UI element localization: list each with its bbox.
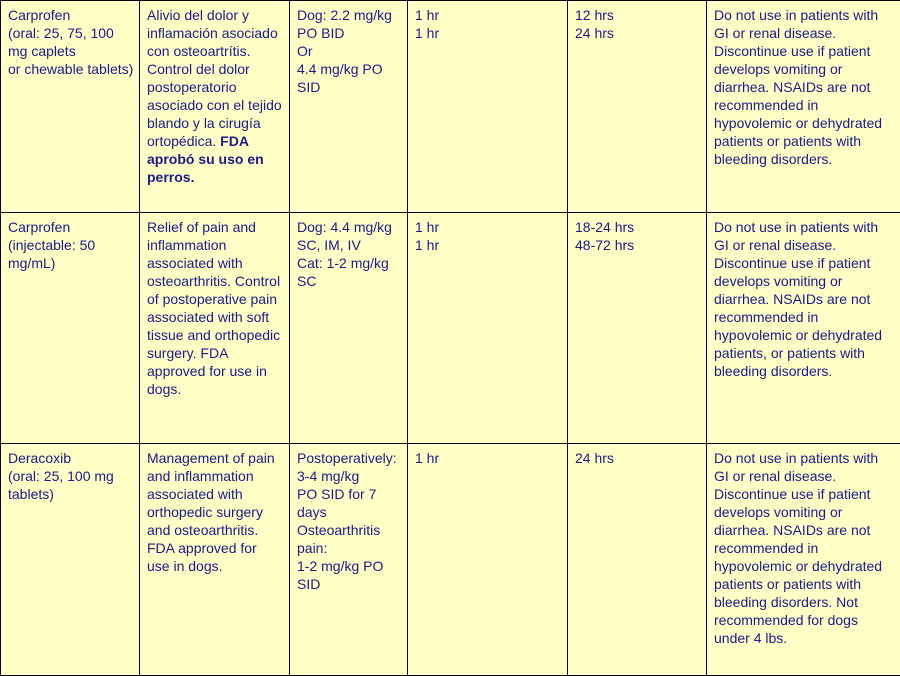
dose-line: Postoperatively: [297, 449, 400, 467]
indication-text: Relief of pain and inflammation associated with osteoarthritis. Control of postoperative pain associated with soft tissue and orthopedic surgery. FDA approved for use in dogs. [147, 218, 282, 398]
indication-text-regular: Alivio del dolor y inflamación asociado con osteoartrítis. Control del dolor postoperatorio asociado con el tejido blando y la cirugía ortopédica. [147, 7, 282, 149]
onset-cell [408, 444, 568, 676]
warning-cell [707, 444, 900, 676]
indication-cell [140, 1, 290, 213]
duration-line: 24 hrs [575, 24, 699, 42]
dose-line: SC [297, 272, 400, 290]
onset-cell [408, 1, 568, 213]
onset-line: 1 hr [415, 218, 560, 236]
dose-line: PO BID [297, 24, 400, 42]
drug-cell [1, 213, 140, 444]
dose-line: Dog: 2.2 mg/kg [297, 6, 400, 24]
dose-line: PO SID for 7 [297, 485, 400, 503]
dose-line: 3-4 mg/kg [297, 467, 400, 485]
indication-text [147, 6, 282, 186]
dose-line: 4.4 mg/kg PO [297, 60, 400, 78]
drug-line: (oral: 25, 100 mg [8, 467, 132, 485]
indication-text: Management of pain and inflammation associated with orthopedic surgery and osteoarthritis. FDA approved for use in dogs. [147, 449, 282, 575]
drug-line: tablets) [8, 485, 132, 503]
drug-line: (oral: 25, 75, 100 [8, 24, 132, 42]
onset-line: 1 hr [415, 6, 560, 24]
dose-line: Or [297, 42, 400, 60]
drug-line: mg/mL) [8, 254, 132, 272]
dose-cell [290, 213, 408, 444]
drug-line: Deracoxib [8, 449, 132, 467]
indication-text-bold: FDA aprobó su uso en perros. [147, 133, 264, 185]
warning-text: Do not use in patients with GI or renal disease. Discontinue use if patient develops vomiting or diarrhea. NSAIDs are not recommended in hypovolemic or dehydrated patients or patients with bleeding disorders. Not recommended for dogs under 4 lbs. [714, 449, 893, 647]
duration-cell [568, 1, 707, 213]
table-row [1, 213, 900, 444]
drug-cell [1, 1, 140, 213]
onset-line: 1 hr [415, 449, 560, 467]
table-row [1, 444, 900, 676]
warning-cell [707, 213, 900, 444]
duration-cell [568, 213, 707, 444]
dose-line: days [297, 503, 400, 521]
dose-line: Cat: 1-2 mg/kg [297, 254, 400, 272]
dose-line: Osteoarthritis [297, 521, 400, 539]
drug-line: or chewable tablets) [8, 60, 132, 78]
warning-cell [707, 1, 900, 213]
dose-line: SC, IM, IV [297, 236, 400, 254]
warning-text: Do not use in patients with GI or renal disease. Discontinue use if patient develops vomiting or diarrhea. NSAIDs are not recommended in hypovolemic or dehydrated patients or patients with bleeding disorders. [714, 6, 893, 168]
duration-line: 48-72 hrs [575, 236, 699, 254]
dose-cell [290, 1, 408, 213]
table-row [1, 1, 900, 213]
duration-line: 12 hrs [575, 6, 699, 24]
onset-line: 1 hr [415, 236, 560, 254]
dose-line: 1-2 mg/kg PO [297, 557, 400, 575]
indication-cell [140, 444, 290, 676]
dose-line: pain: [297, 539, 400, 557]
duration-line: 24 hrs [575, 449, 699, 467]
indication-cell [140, 213, 290, 444]
drug-line: mg caplets [8, 42, 132, 60]
onset-cell [408, 213, 568, 444]
drug-line: Carprofen [8, 6, 132, 24]
onset-line: 1 hr [415, 24, 560, 42]
drug-line: (injectable: 50 [8, 236, 132, 254]
warning-text: Do not use in patients with GI or renal disease. Discontinue use if patient develops vomiting or diarrhea. NSAIDs are not recommended in hypovolemic or dehydrated patients, or patients with bleeding disorders. [714, 218, 893, 380]
dose-line: SID [297, 575, 400, 593]
dose-line: Dog: 4.4 mg/kg [297, 218, 400, 236]
dose-line: SID [297, 78, 400, 96]
duration-line: 18-24 hrs [575, 218, 699, 236]
dose-cell [290, 444, 408, 676]
drug-line: Carprofen [8, 218, 132, 236]
drug-cell [1, 444, 140, 676]
duration-cell [568, 444, 707, 676]
